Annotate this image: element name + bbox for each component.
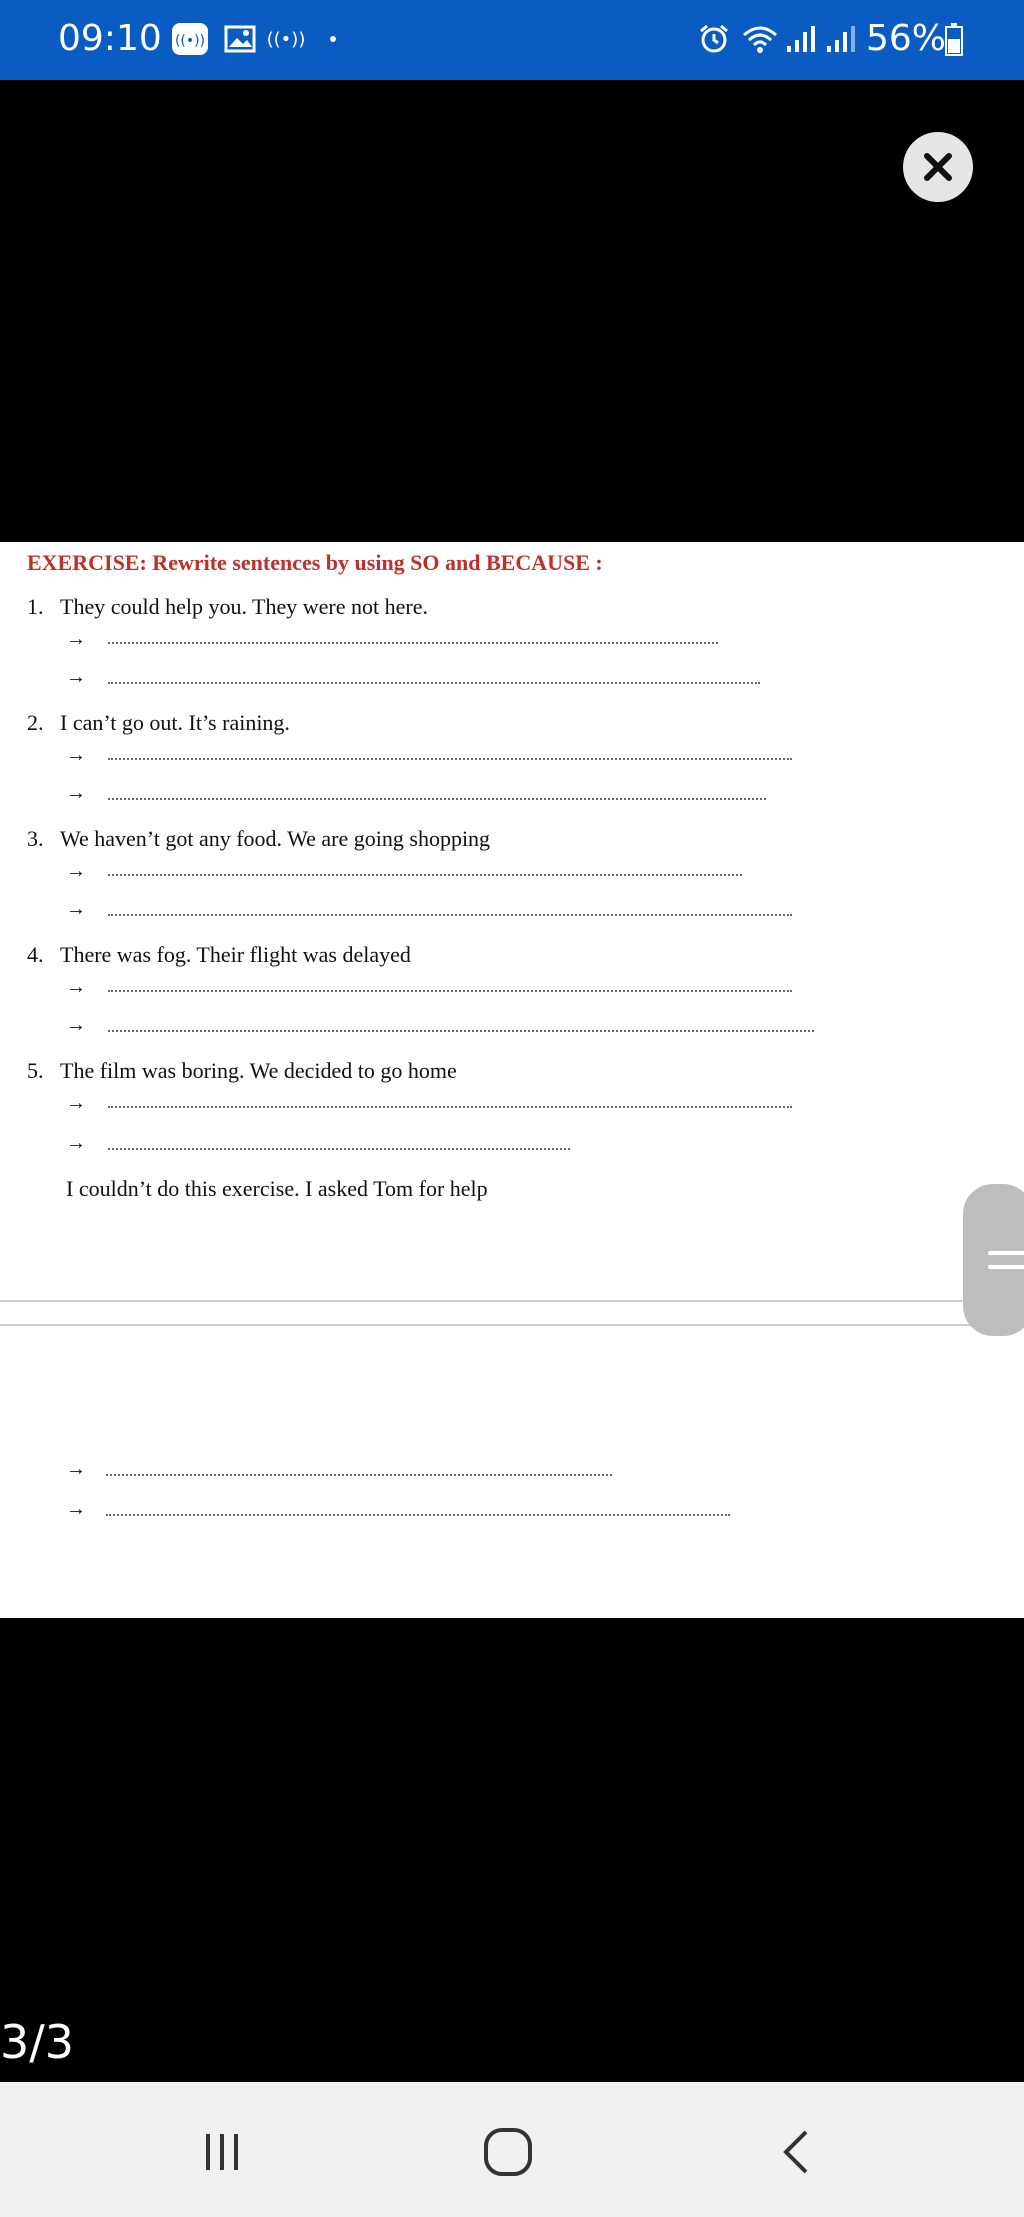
document-page <box>0 542 1024 1618</box>
recents-button[interactable] <box>182 2122 262 2182</box>
question-number: 5. <box>27 1058 44 1083</box>
answer-line <box>108 990 792 992</box>
question-text: They could help you. They were not here. <box>60 594 428 619</box>
answer-line <box>108 682 760 684</box>
question-number: 3. <box>27 826 44 851</box>
navigation-bar <box>0 2082 1024 2217</box>
page-counter: 3/3 <box>0 2015 75 2069</box>
cast-icon: ((•)) <box>266 28 306 50</box>
scroll-handle[interactable] <box>963 1184 1024 1336</box>
home-button[interactable] <box>468 2122 548 2182</box>
question-text: I can’t go out. It’s raining. <box>60 710 290 735</box>
question-text: The film was boring. We decided to go home <box>60 1058 457 1083</box>
status-time: 09:10 <box>58 18 162 59</box>
image-icon <box>222 20 258 58</box>
question-text: There was fog. Their flight was delayed <box>60 942 411 967</box>
arrow: → <box>66 860 86 882</box>
dot-icon <box>326 20 340 58</box>
page-divider <box>0 1300 1024 1302</box>
battery-percent: 56% <box>866 18 947 59</box>
hotspot-icon <box>170 20 210 58</box>
signal-icon-2 <box>824 20 860 58</box>
back-icon <box>776 2126 816 2178</box>
answer-line <box>108 758 792 760</box>
page-divider <box>0 1324 1024 1326</box>
recents-icon <box>200 2130 244 2174</box>
answer-line <box>108 874 742 876</box>
close-button[interactable] <box>903 132 973 202</box>
back-button[interactable] <box>756 2122 836 2182</box>
arrow: → <box>66 1458 86 1480</box>
signal-icon <box>784 20 820 58</box>
answer-line <box>106 1514 730 1516</box>
arrow: → <box>66 976 86 998</box>
arrow: → <box>66 1092 86 1114</box>
exercise-title: EXERCISE: Rewrite sentences by using SO and BECAUSE : <box>27 550 603 575</box>
home-icon <box>482 2126 534 2178</box>
alarm-icon <box>695 20 733 58</box>
answer-line <box>108 798 766 800</box>
arrow: → <box>66 1132 86 1154</box>
close-icon <box>921 150 955 184</box>
arrow: → <box>66 1498 86 1520</box>
question-number: 2. <box>27 710 44 735</box>
question-number: 4. <box>27 942 44 967</box>
answer-line <box>106 1474 612 1476</box>
question-number: 1. <box>27 594 44 619</box>
answer-line <box>108 1106 792 1108</box>
arrow: → <box>66 628 86 650</box>
question-text: We haven’t got any food. We are going shopping <box>60 826 491 851</box>
battery-icon <box>944 20 964 58</box>
answer-line <box>108 914 792 916</box>
answer-line <box>108 1148 570 1150</box>
extra-sentence: I couldn’t do this exercise. I asked Tom for help <box>66 1176 488 1201</box>
arrow: → <box>66 666 86 688</box>
svg-text:((•)): ((•)) <box>174 33 206 49</box>
status-bar <box>0 0 1024 80</box>
arrow: → <box>66 744 86 766</box>
wifi-icon <box>740 20 780 58</box>
arrow: → <box>66 782 86 804</box>
answer-line <box>108 1030 814 1032</box>
arrow: → <box>66 898 86 920</box>
arrow: → <box>66 1014 86 1036</box>
answer-line <box>108 642 718 644</box>
